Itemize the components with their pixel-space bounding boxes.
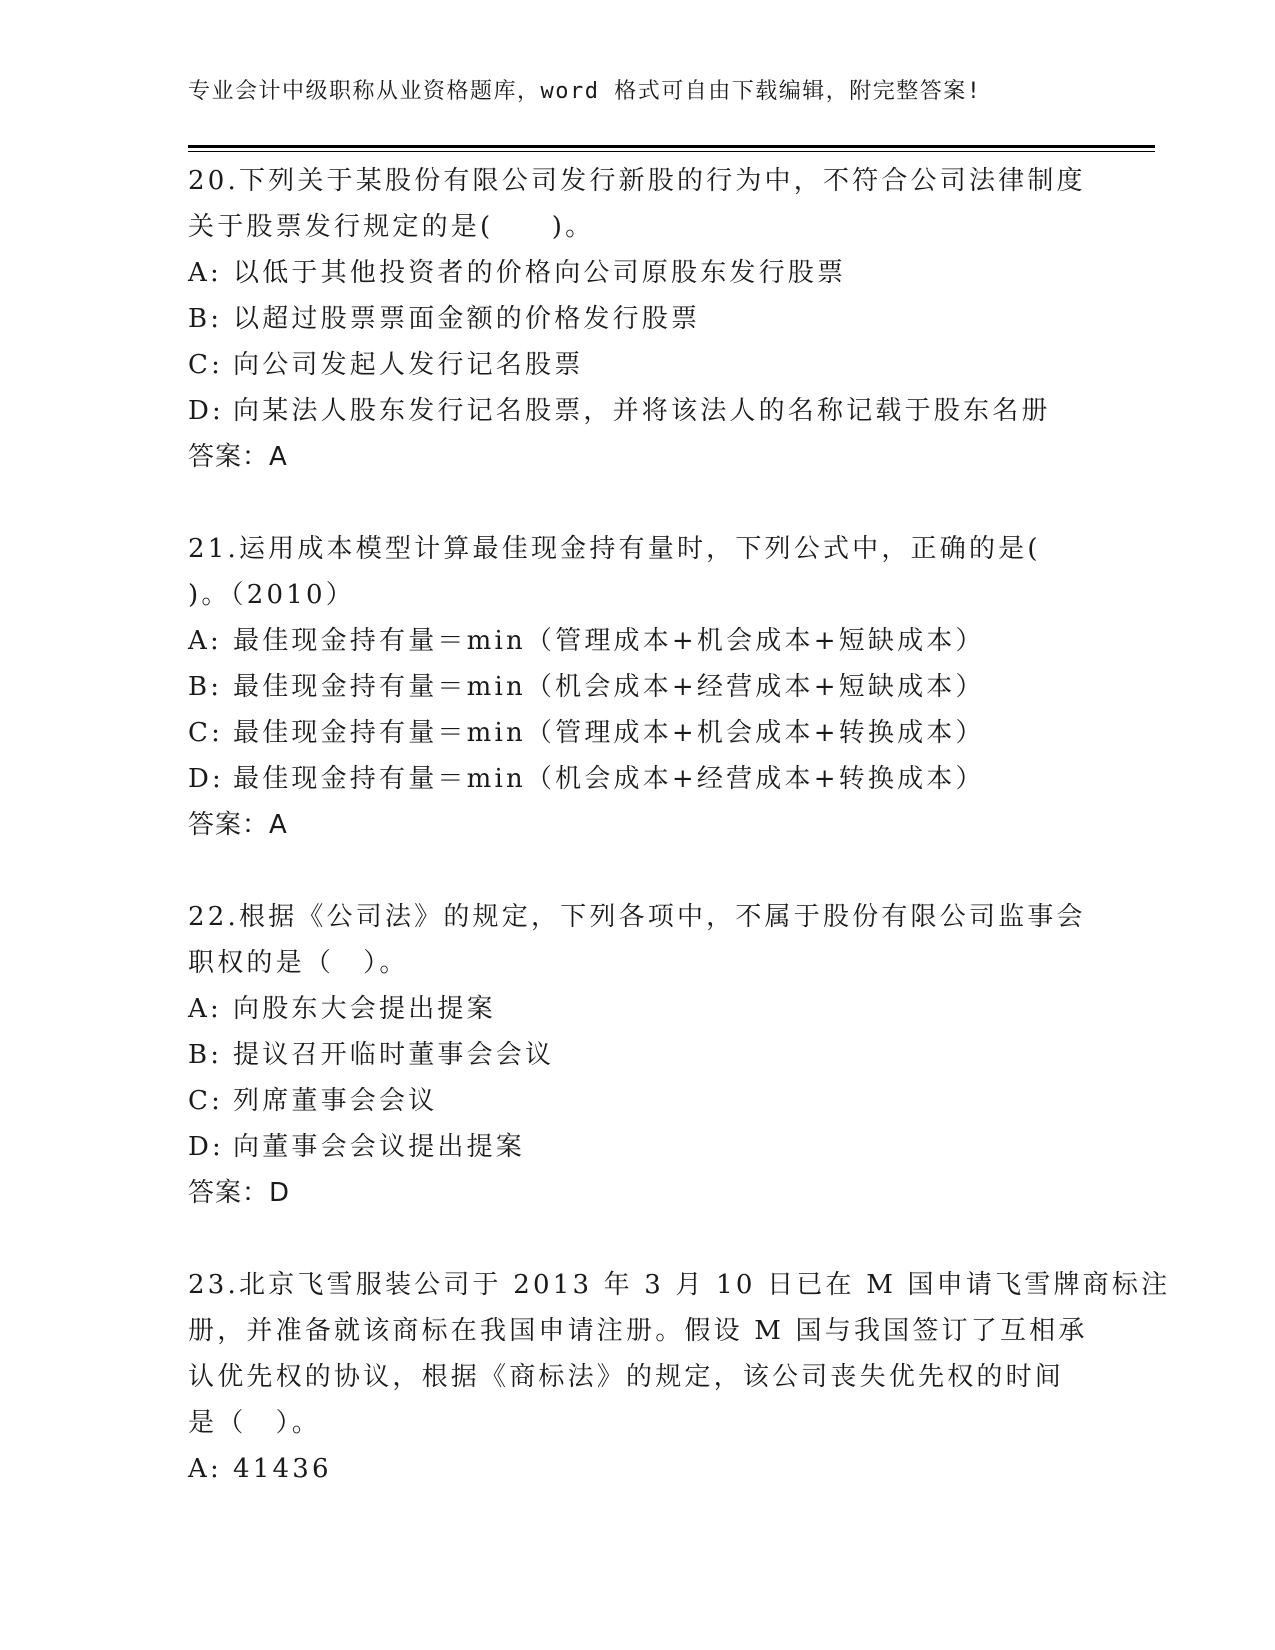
option-text: 提议召开临时董事会会议: [233, 1040, 555, 1070]
answer-line: 答案：A: [188, 442, 288, 472]
option-text: 41436: [233, 1454, 332, 1484]
answer-line: 答案：A: [188, 810, 288, 840]
option-letter: A:: [188, 626, 222, 656]
option-letter: B:: [188, 672, 223, 702]
question-list: [188, 158, 1171, 1492]
answer-line: 答案：D: [188, 1178, 291, 1208]
spacer: [188, 848, 1088, 894]
header-rule-thick: [188, 145, 1155, 148]
question-stem-line: 23.北京飞雪服装公司于 2013 年 3 月 10 日已在 M 国申请飞雪牌商标注: [188, 1270, 1171, 1300]
option-a: [188, 986, 1088, 1032]
spacer: [188, 1216, 1088, 1262]
question-stem-line: )。（2010）: [188, 580, 355, 610]
option-b: [188, 296, 1088, 342]
header-rule-thin: [188, 151, 1155, 152]
option-letter: C:: [188, 1086, 224, 1116]
option-text: 最佳现金持有量＝min（管理成本+机会成本+转换成本）: [233, 718, 985, 748]
option-d: [188, 756, 1088, 802]
question-21: [188, 526, 1088, 848]
option-text: 最佳现金持有量＝min（机会成本+经营成本+转换成本）: [233, 764, 985, 794]
option-letter: D:: [188, 1132, 225, 1162]
option-letter: C:: [188, 350, 224, 380]
option-letter: B:: [188, 1040, 223, 1070]
option-c: [188, 342, 1088, 388]
option-letter: A:: [188, 258, 222, 288]
question-stem-line: 册，并准备就该商标在我国申请注册。假设 M 国与我国签订了互相承: [188, 1316, 1088, 1346]
option-d: [188, 1124, 1088, 1170]
option-b: [188, 1032, 1088, 1078]
option-letter: D:: [188, 396, 225, 426]
question-stem-line: 认优先权的协议，根据《商标法》的规定，该公司丧失优先权的时间: [188, 1362, 1065, 1392]
option-text: 以低于其他投资者的价格向公司原股东发行股票: [233, 258, 847, 288]
option-text: 最佳现金持有量＝min（机会成本+经营成本+短缺成本）: [233, 672, 985, 702]
option-letter: B:: [188, 304, 223, 334]
spacer: [188, 480, 1088, 526]
option-text: 向股东大会提出提案: [233, 994, 496, 1024]
question-stem-line: 21.运用成本模型计算最佳现金持有量时，下列公式中，正确的是(: [188, 534, 1041, 564]
option-text: 向公司发起人发行记名股票: [233, 350, 584, 380]
option-text: 列席董事会会议: [233, 1086, 438, 1116]
option-a: [188, 250, 1088, 296]
option-b: [188, 664, 1088, 710]
question-stem-line: 22.根据《公司法》的规定，下列各项中，不属于股份有限公司监事会: [188, 902, 1086, 932]
option-letter: A:: [188, 994, 222, 1024]
option-letter: A:: [188, 1454, 222, 1484]
question-20: [188, 158, 1088, 480]
question-stem-line: 是（ ）。: [188, 1408, 322, 1438]
option-text: 最佳现金持有量＝min（管理成本+机会成本+短缺成本）: [233, 626, 985, 656]
option-a: [188, 1446, 1088, 1492]
question-stem-line: 20.下列关于某股份有限公司发行新股的行为中，不符合公司法律制度: [188, 166, 1086, 196]
option-c: [188, 1078, 1088, 1124]
option-letter: C:: [188, 718, 224, 748]
option-text: 向董事会会议提出提案: [233, 1132, 526, 1162]
option-text: 以超过股票票面金额的价格发行股票: [233, 304, 701, 334]
page-header: 专业会计中级职称从业资格题库，word 格式可自由下载编辑，附完整答案!: [188, 79, 982, 104]
question-22: [188, 894, 1088, 1216]
option-a: [188, 618, 1088, 664]
option-d: [188, 388, 1088, 434]
option-text: 向某法人股东发行记名股票，并将该法人的名称记载于股东名册: [233, 396, 1051, 426]
question-stem-line: 职权的是（ ）。: [188, 948, 409, 978]
question-stem-line: 关于股票发行规定的是( )。: [188, 212, 595, 242]
option-letter: D:: [188, 764, 225, 794]
option-c: [188, 710, 1088, 756]
question-23: [188, 1262, 1171, 1492]
